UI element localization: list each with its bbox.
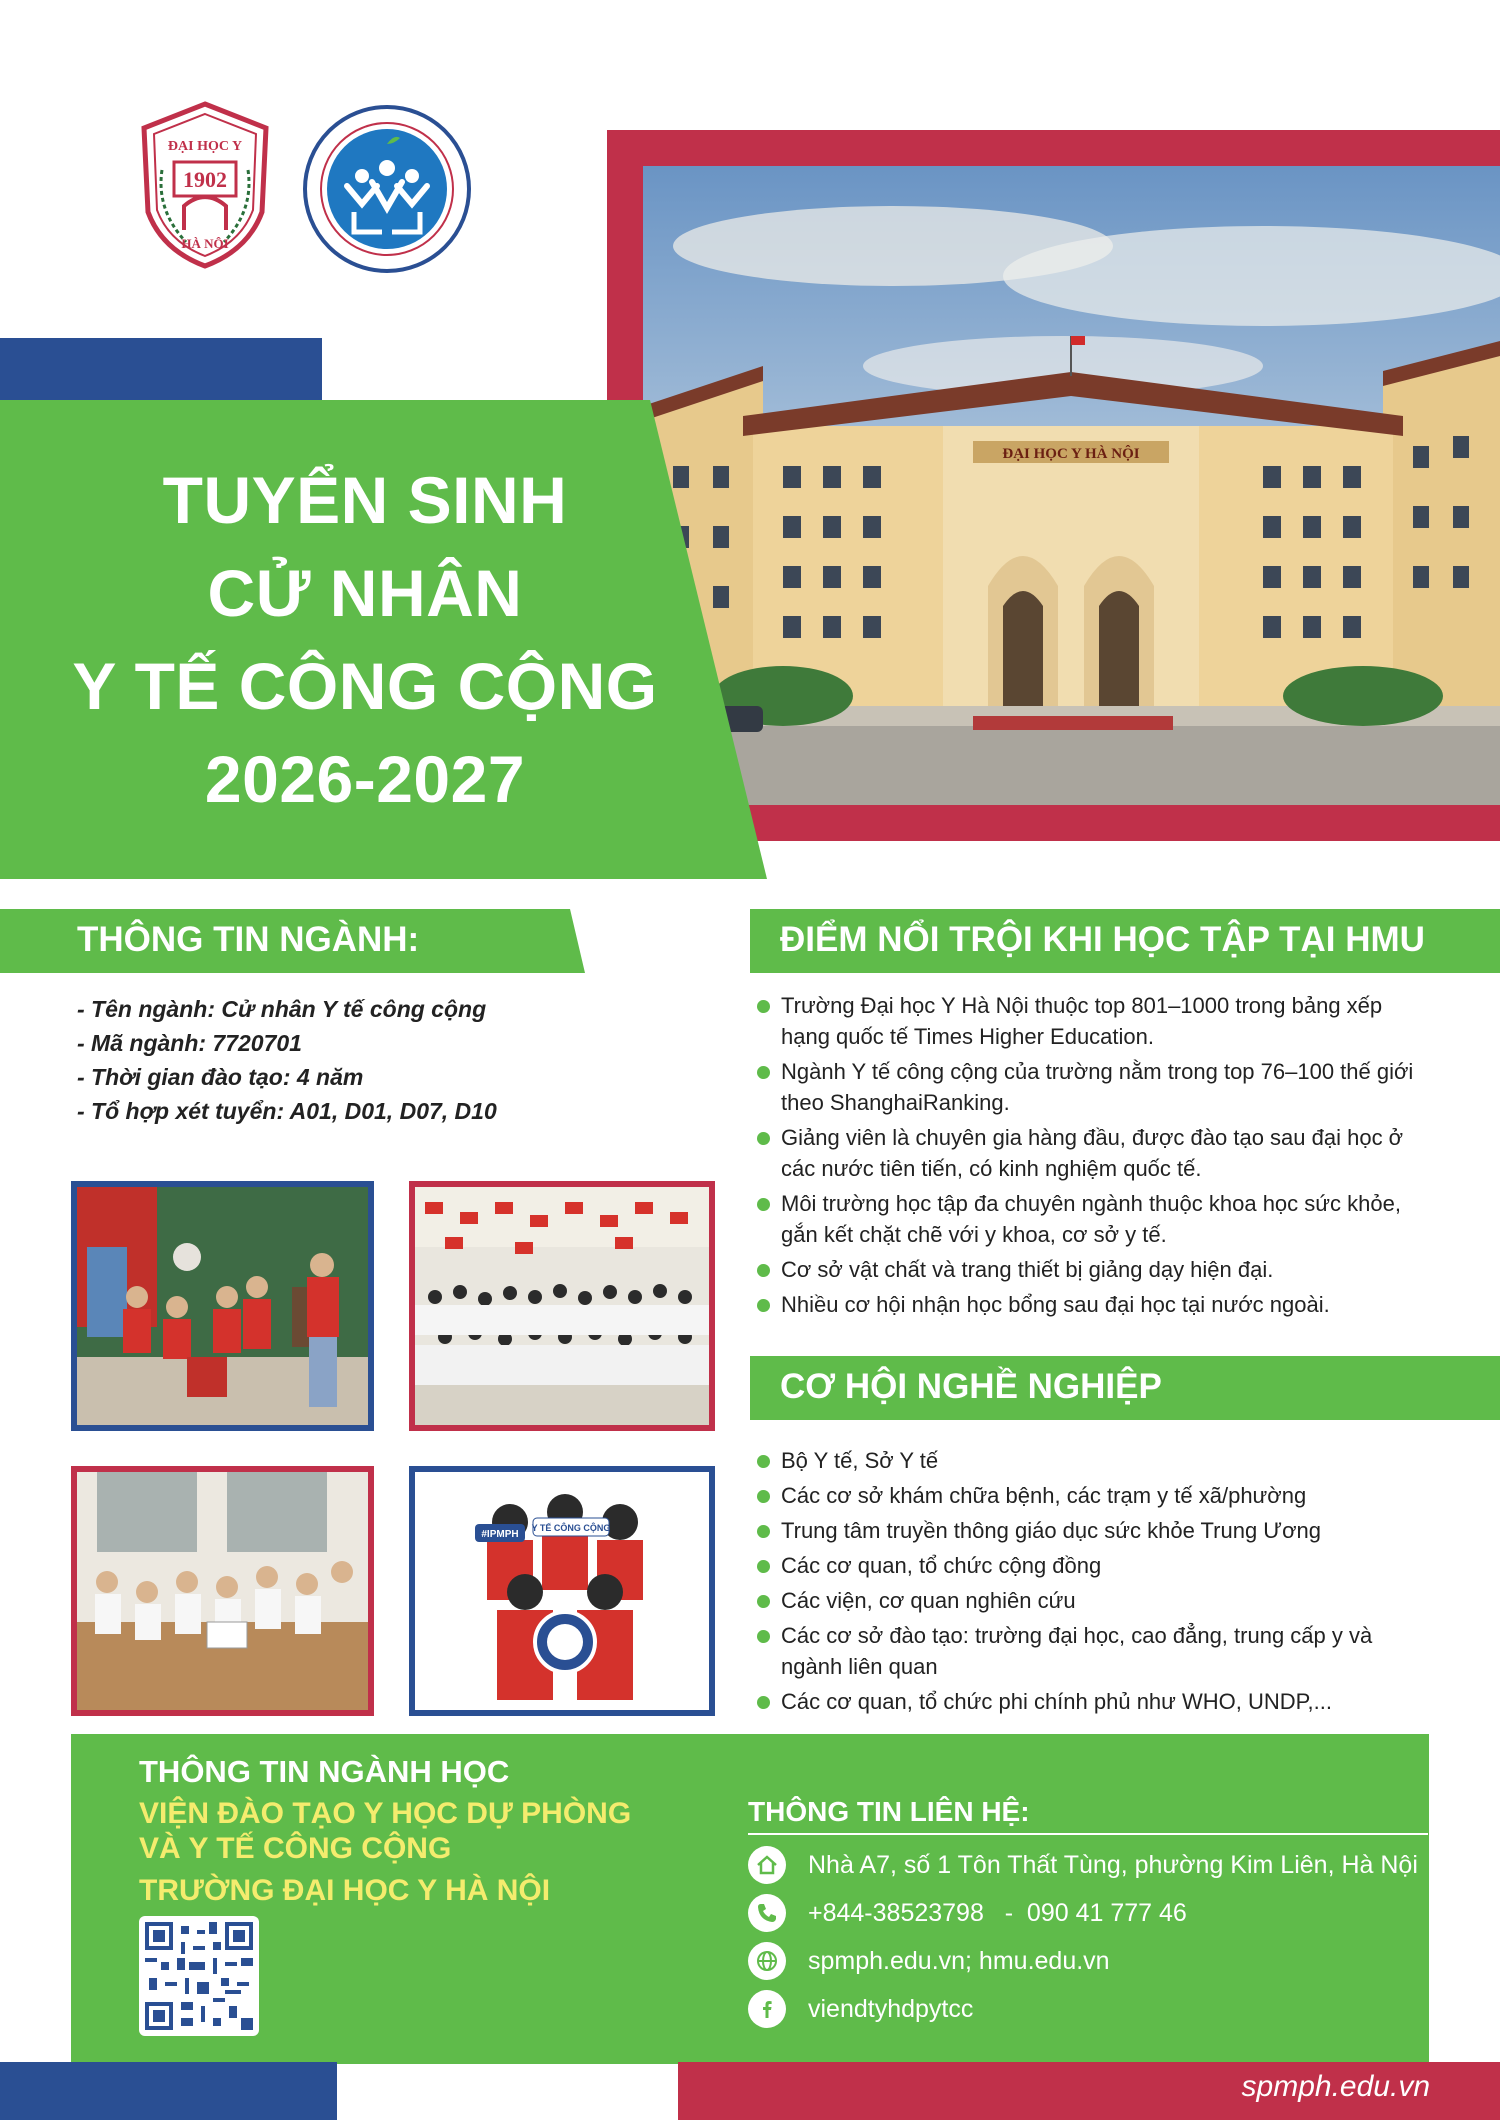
svg-text:#IPMPH: #IPMPH	[481, 1529, 519, 1540]
institute-name-line-2: VÀ Y TẾ CÔNG CỘNG	[139, 1832, 452, 1865]
footer-blue-bar	[0, 2062, 337, 2120]
svg-text:1902: 1902	[183, 167, 227, 192]
institute-name-line-1: VIỆN ĐÀO TẠO Y HỌC DỰ PHÒNG	[139, 1797, 632, 1830]
highlights-header: ĐIỂM NỔI TRỘI KHI HỌC TẬP TẠI HMU	[780, 920, 1425, 959]
list-item: Các cơ sở đào tạo: trường đại học, cao đẳng, trung cấp y và ngành liên quan	[757, 1620, 1435, 1682]
list-item: Trung tâm truyền thông giáo dục sức khỏe Trung Ương	[757, 1515, 1435, 1546]
title-line-4: 2026-2027	[204, 742, 526, 816]
title-line-3: Y TẾ CÔNG CỘNG	[72, 649, 658, 723]
classroom-students-photo	[71, 1466, 374, 1716]
contact-divider	[748, 1833, 1428, 1835]
phone-icon	[748, 1894, 786, 1932]
list-item: Trường Đại học Y Hà Nội thuộc top 801–1000 trong bảng xếp hạng quốc tế Times Higher Education.	[757, 990, 1435, 1052]
contact-facebook-row	[748, 1989, 973, 2029]
footer-info-title: THÔNG TIN NGÀNH HỌC	[139, 1754, 510, 1789]
program-info-header: THÔNG TIN NGÀNH:	[77, 920, 420, 959]
list-item: Bộ Y tế, Sở Y tế	[757, 1445, 1435, 1476]
list-item: Ngành Y tế công cộng của trường nằm trong top 76–100 thế giới theo ShanghaiRanking.	[757, 1056, 1435, 1118]
program-name: - Tên ngành: Cử nhân Y tế công cộng	[77, 996, 487, 1022]
list-item: Các cơ sở khám chữa bệnh, các trạm y tế xã/phường	[757, 1480, 1435, 1511]
list-item: Các cơ quan, tổ chức phi chính phủ như WHO, UNDP,...	[757, 1686, 1435, 1717]
contact-facebook[interactable]: viendtyhdpytcc	[808, 1994, 974, 2023]
list-item: Cơ sở vật chất và trang thiết bị giảng dạy hiện đại.	[757, 1254, 1435, 1285]
svg-text:Y TẾ CÔNG CỘNG: Y TẾ CÔNG CỘNG	[531, 1523, 611, 1533]
contact-phone[interactable]: +844-38523798 - 090 41 777 46	[808, 1898, 1187, 1927]
list-item: Môi trường học tập đa chuyên ngành thuộc khoa học sức khỏe, gắn kết chặt chẽ với y khoa, cơ sở y tế.	[757, 1188, 1435, 1250]
svg-text:HÀ NỘI: HÀ NỘI	[181, 236, 229, 251]
contact-website[interactable]: spmph.edu.vn; hmu.edu.vn	[808, 1946, 1110, 1975]
list-item: Các viện, cơ quan nghiên cứu	[757, 1585, 1435, 1616]
students-red-shirts-photo	[409, 1466, 715, 1716]
highlights-list	[757, 990, 1435, 1324]
program-code: - Mã ngành: 7720701	[77, 1030, 302, 1056]
facebook-icon	[748, 1990, 786, 2028]
list-item: Nhiều cơ hội nhận học bổng sau đại học tại nước ngoài.	[757, 1289, 1435, 1320]
svg-text:ĐẠI HỌC Y: ĐẠI HỌC Y	[167, 139, 243, 154]
program-subject-groups: - Tổ hợp xét tuyển: A01, D01, D07, D10	[77, 1098, 497, 1124]
home-icon	[748, 1846, 786, 1884]
svg-text:ĐẠI HỌC Y HÀ NỘI: ĐẠI HỌC Y HÀ NỘI	[1002, 446, 1140, 462]
title-line-1: TUYỂN SINH	[162, 463, 568, 537]
classroom-roleplay-photo	[71, 1181, 374, 1431]
title-line-2: CỬ NHÂN	[207, 556, 523, 630]
contact-title: THÔNG TIN LIÊN HỆ:	[748, 1796, 1030, 1827]
careers-list	[757, 1445, 1435, 1721]
list-item: Giảng viên là chuyên gia hàng đầu, được đào tạo sau đại học ở các nước tiên tiến, có kinh nghiệm quốc tế.	[757, 1122, 1435, 1184]
institute-logo	[302, 104, 472, 274]
globe-icon	[748, 1942, 786, 1980]
qr-code[interactable]	[139, 1916, 259, 2036]
university-building-photo	[643, 166, 1500, 805]
footer-website-link[interactable]: spmph.edu.vn	[1241, 2070, 1430, 2103]
university-logo	[138, 100, 273, 270]
contact-web-row	[748, 1941, 1110, 1981]
contact-phone-row	[748, 1893, 1187, 1933]
contact-address: Nhà A7, số 1 Tôn Thất Tùng, phường Kim Liên, Hà Nội	[808, 1850, 1418, 1879]
decor-blue-bar	[0, 338, 322, 400]
list-item: Các cơ quan, tổ chức cộng đồng	[757, 1550, 1435, 1581]
careers-header: CƠ HỘI NGHỀ NGHIỆP	[780, 1367, 1162, 1406]
contact-address-row	[748, 1845, 1418, 1885]
institute-name-line-3: TRƯỜNG ĐẠI HỌC Y HÀ NỘI	[139, 1874, 551, 1907]
group-event-photo	[409, 1181, 715, 1431]
program-duration: - Thời gian đào tạo: 4 năm	[77, 1064, 364, 1090]
